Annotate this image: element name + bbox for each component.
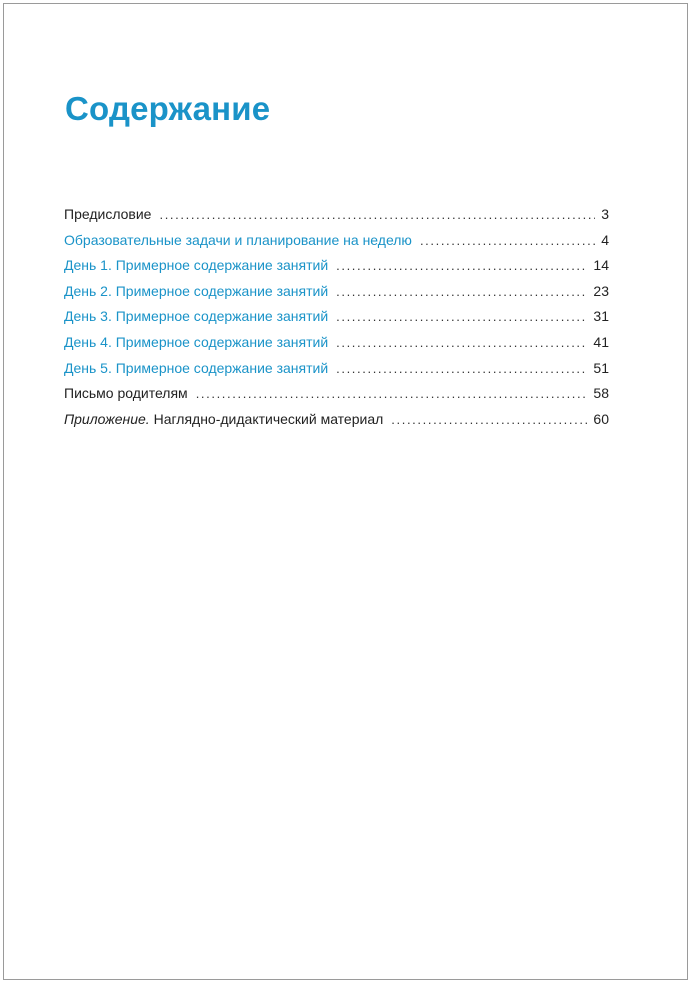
toc-entry-text: День 3. Примерное содержание занятий xyxy=(64,308,329,325)
dot-leader xyxy=(336,330,587,356)
toc-entry-text: День 4. Примерное содержание занятий xyxy=(64,333,329,350)
toc-entry-text: Приложение. Наглядно-дидактический материал xyxy=(64,410,384,427)
dot-leader xyxy=(336,253,587,279)
dot-leader xyxy=(196,381,588,407)
toc-page-number: 51 xyxy=(593,359,609,376)
toc-entry-text: Образовательные задачи и планирование на неделю xyxy=(64,231,412,248)
toc-entry[interactable] xyxy=(64,304,609,330)
toc-entry[interactable] xyxy=(64,407,609,433)
dot-leader xyxy=(391,407,587,433)
dot-leader xyxy=(336,279,587,305)
toc-page-number: 60 xyxy=(593,410,609,427)
toc-entry[interactable] xyxy=(64,228,609,254)
dot-leader xyxy=(336,304,587,330)
toc-entry-text: День 2. Примерное содержание занятий xyxy=(64,282,329,299)
toc-page-number: 31 xyxy=(593,308,609,325)
toc-entry-text: Предисловие xyxy=(64,206,152,222)
toc-entry[interactable] xyxy=(64,202,609,228)
dot-leader xyxy=(420,228,595,254)
toc-page-number: 23 xyxy=(593,282,609,299)
toc-entry[interactable] xyxy=(64,253,609,279)
dot-leader xyxy=(159,202,595,228)
toc-entry[interactable] xyxy=(64,330,609,356)
dot-leader xyxy=(336,356,587,382)
toc-entry[interactable] xyxy=(64,381,609,407)
toc-page-number: 58 xyxy=(593,385,609,402)
toc-page-number: 4 xyxy=(601,231,609,248)
toc-page-number: 41 xyxy=(593,333,609,350)
toc-entry-text: Письмо родителям xyxy=(64,385,188,402)
table-of-contents xyxy=(64,202,609,432)
toc-entry-text: День 1. Примерное содержание занятий xyxy=(64,257,329,274)
toc-entry[interactable] xyxy=(64,356,609,382)
toc-page-number: 3 xyxy=(601,206,609,222)
toc-entry-text: День 5. Примерное содержание занятий xyxy=(64,359,329,376)
toc-entry[interactable] xyxy=(64,279,609,305)
page-title: Содержание xyxy=(65,90,271,127)
toc-page-number: 14 xyxy=(593,257,609,274)
document-page xyxy=(3,3,688,980)
